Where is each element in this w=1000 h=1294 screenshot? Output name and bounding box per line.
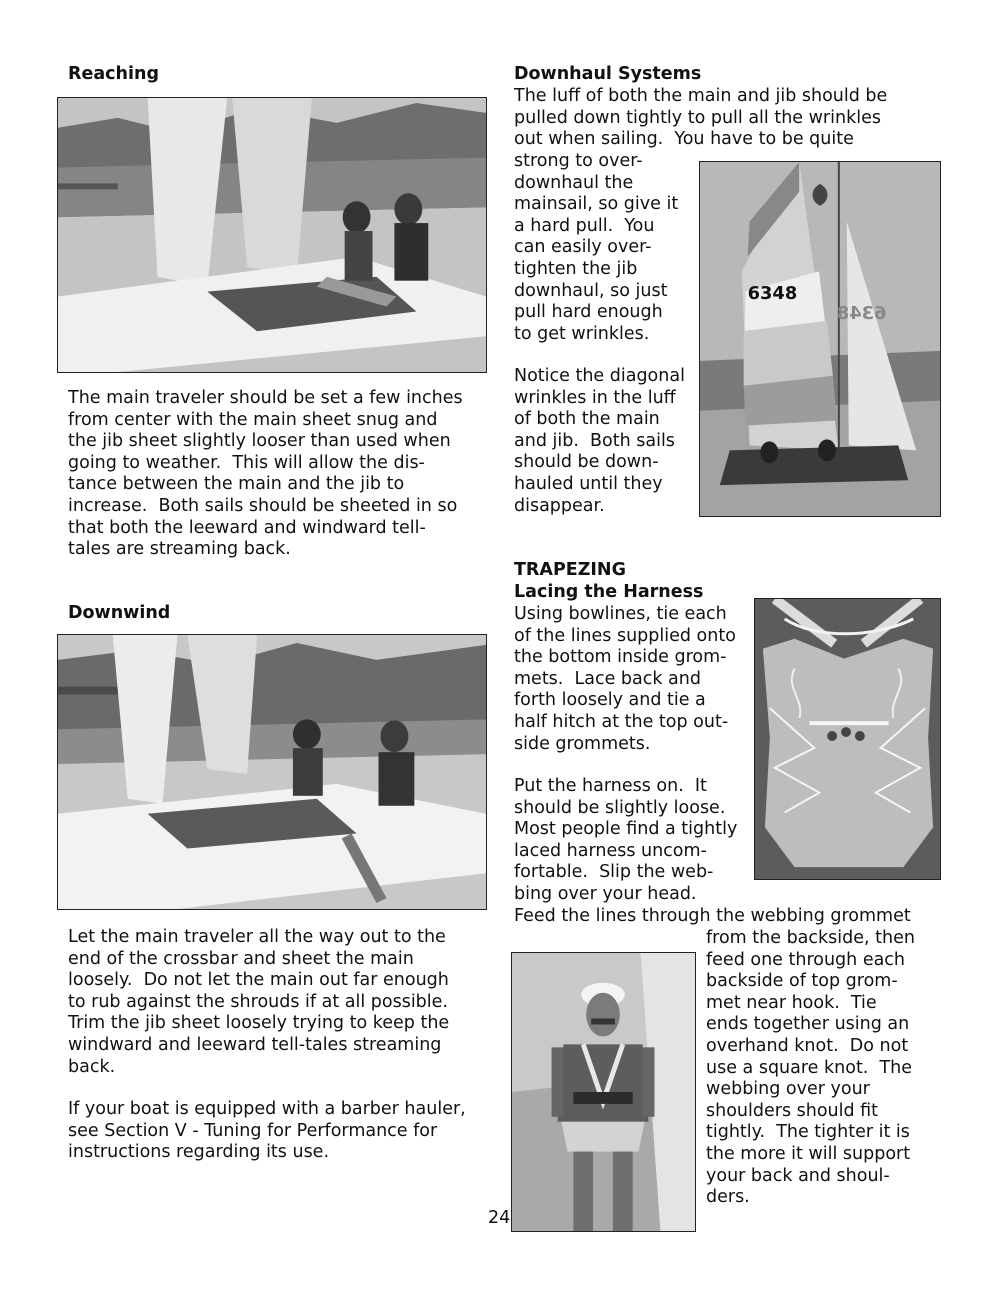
text-line: overhand knot. Do not	[706, 1036, 909, 1056]
reaching-heading: Reaching	[68, 64, 159, 84]
downwind-heading: Downwind	[68, 603, 171, 623]
text-line: increase. Both sails should be sheeted in so	[68, 496, 458, 516]
text-line: and jib. Both sails	[514, 430, 675, 451]
text-line: pull hard enough	[514, 302, 663, 323]
text-line: of the lines supplied onto	[514, 625, 736, 646]
text-line: pulled down tightly to pull all the wrinkles	[514, 107, 881, 128]
downhaul-photo	[699, 161, 941, 517]
lacing-harness-heading: Lacing the Harness	[514, 582, 704, 602]
text-line: tance between the main and the jib to	[68, 474, 405, 495]
text-line: tales are streaming back.	[68, 539, 291, 560]
text-line: that both the leeward and windward tell-	[68, 517, 426, 538]
text-line: end of the crossbar and sheet the main	[68, 948, 414, 969]
text-line: Notice the diagonal	[514, 366, 685, 386]
text-line: use a square knot. The	[706, 1057, 913, 1078]
text-line: forth loosely and tie a	[514, 690, 706, 711]
harness-wearer-photo	[511, 952, 696, 1232]
text-line: side grommets.	[514, 733, 651, 754]
text-line: your back and shoul-	[706, 1165, 890, 1186]
reaching-photo	[57, 97, 487, 373]
text-line: fortable. Slip the web-	[514, 862, 714, 883]
trapezing-heading: TRAPEZING	[514, 560, 626, 580]
text-line: instructions regarding its use.	[68, 1142, 330, 1163]
text-line: webbing over your	[706, 1079, 870, 1100]
text-line: wrinkles in the luff	[514, 387, 676, 408]
downwind-photo	[57, 634, 487, 910]
text-line: Using bowlines, tie each	[514, 604, 727, 624]
text-line: met near hook. Tie	[706, 992, 877, 1013]
sail-number: 6348	[747, 283, 798, 305]
downhaul-heading: Downhaul Systems	[514, 64, 702, 84]
text-line: ends together using an	[706, 1014, 910, 1035]
text-line: of both the main	[514, 409, 660, 430]
text-line: windward and leeward tell-tales streaming	[68, 1035, 442, 1055]
text-line: should be slightly loose.	[514, 797, 726, 818]
text-line: Trim the jib sheet loosely trying to keep the	[68, 1013, 450, 1034]
text-line: hauled until they	[514, 474, 663, 494]
text-line: loosely. Do not let the main out far enough	[68, 970, 449, 991]
text-line: to get wrinkles.	[514, 323, 650, 344]
text-line: to rub against the shrouds if at all possible.	[68, 991, 448, 1012]
text-line: The luff of both the main and jib should be	[514, 86, 888, 106]
page-number: 24	[488, 1208, 511, 1228]
text-line: a hard pull. You	[514, 215, 655, 236]
text-line: bing over your head.	[514, 884, 697, 904]
text-line: tighten the jib	[514, 259, 638, 279]
text-line: tightly. The tighter it is	[706, 1122, 910, 1143]
text-line: the jib sheet slightly looser than used when	[68, 431, 451, 452]
text-line: mainsail, so give it	[514, 194, 679, 215]
text-line: the more it will support	[706, 1144, 911, 1164]
text-line: downhaul the	[514, 172, 634, 193]
text-line: feed one through each	[706, 949, 906, 970]
text-line: If your boat is equipped with a barber hauler,	[68, 1099, 466, 1119]
feed-lines-text: Feed the lines through the webbing grommet	[514, 906, 911, 926]
text-line: can easily over-	[514, 237, 652, 258]
text-line: The main traveler should be set a few inches	[68, 388, 463, 408]
text-line: should be down-	[514, 452, 659, 473]
text-line: from the backside, then	[706, 928, 915, 948]
text-line: the bottom inside grom-	[514, 647, 727, 668]
text-line: strong to over-	[514, 151, 643, 171]
text-line: mets. Lace back and	[514, 668, 701, 689]
text-line: downhaul, so just	[514, 280, 668, 301]
text-line: out when sailing. You have to be quite	[514, 129, 854, 150]
text-line: Let the main traveler all the way out to the	[68, 927, 446, 947]
text-line: ders.	[706, 1187, 750, 1208]
text-line: from center with the main sheet snug and	[68, 409, 438, 430]
text-line: Put the harness on. It	[514, 776, 707, 796]
harness-lacing-photo	[754, 598, 941, 880]
text-line: back.	[68, 1056, 116, 1077]
text-line: disappear.	[514, 495, 605, 516]
text-line: going to weather. This will allow the dis-	[68, 452, 425, 473]
sail-number-mirror: 6348	[836, 303, 887, 325]
text-line: Most people find a tightly	[514, 819, 738, 840]
text-line: half hitch at the top out-	[514, 712, 729, 732]
text-line: see Section V - Tuning for Performance for	[68, 1120, 438, 1141]
text-line: laced harness uncom-	[514, 840, 707, 861]
text-line: backside of top grom-	[706, 971, 898, 992]
text-line: shoulders should fit	[706, 1100, 879, 1121]
